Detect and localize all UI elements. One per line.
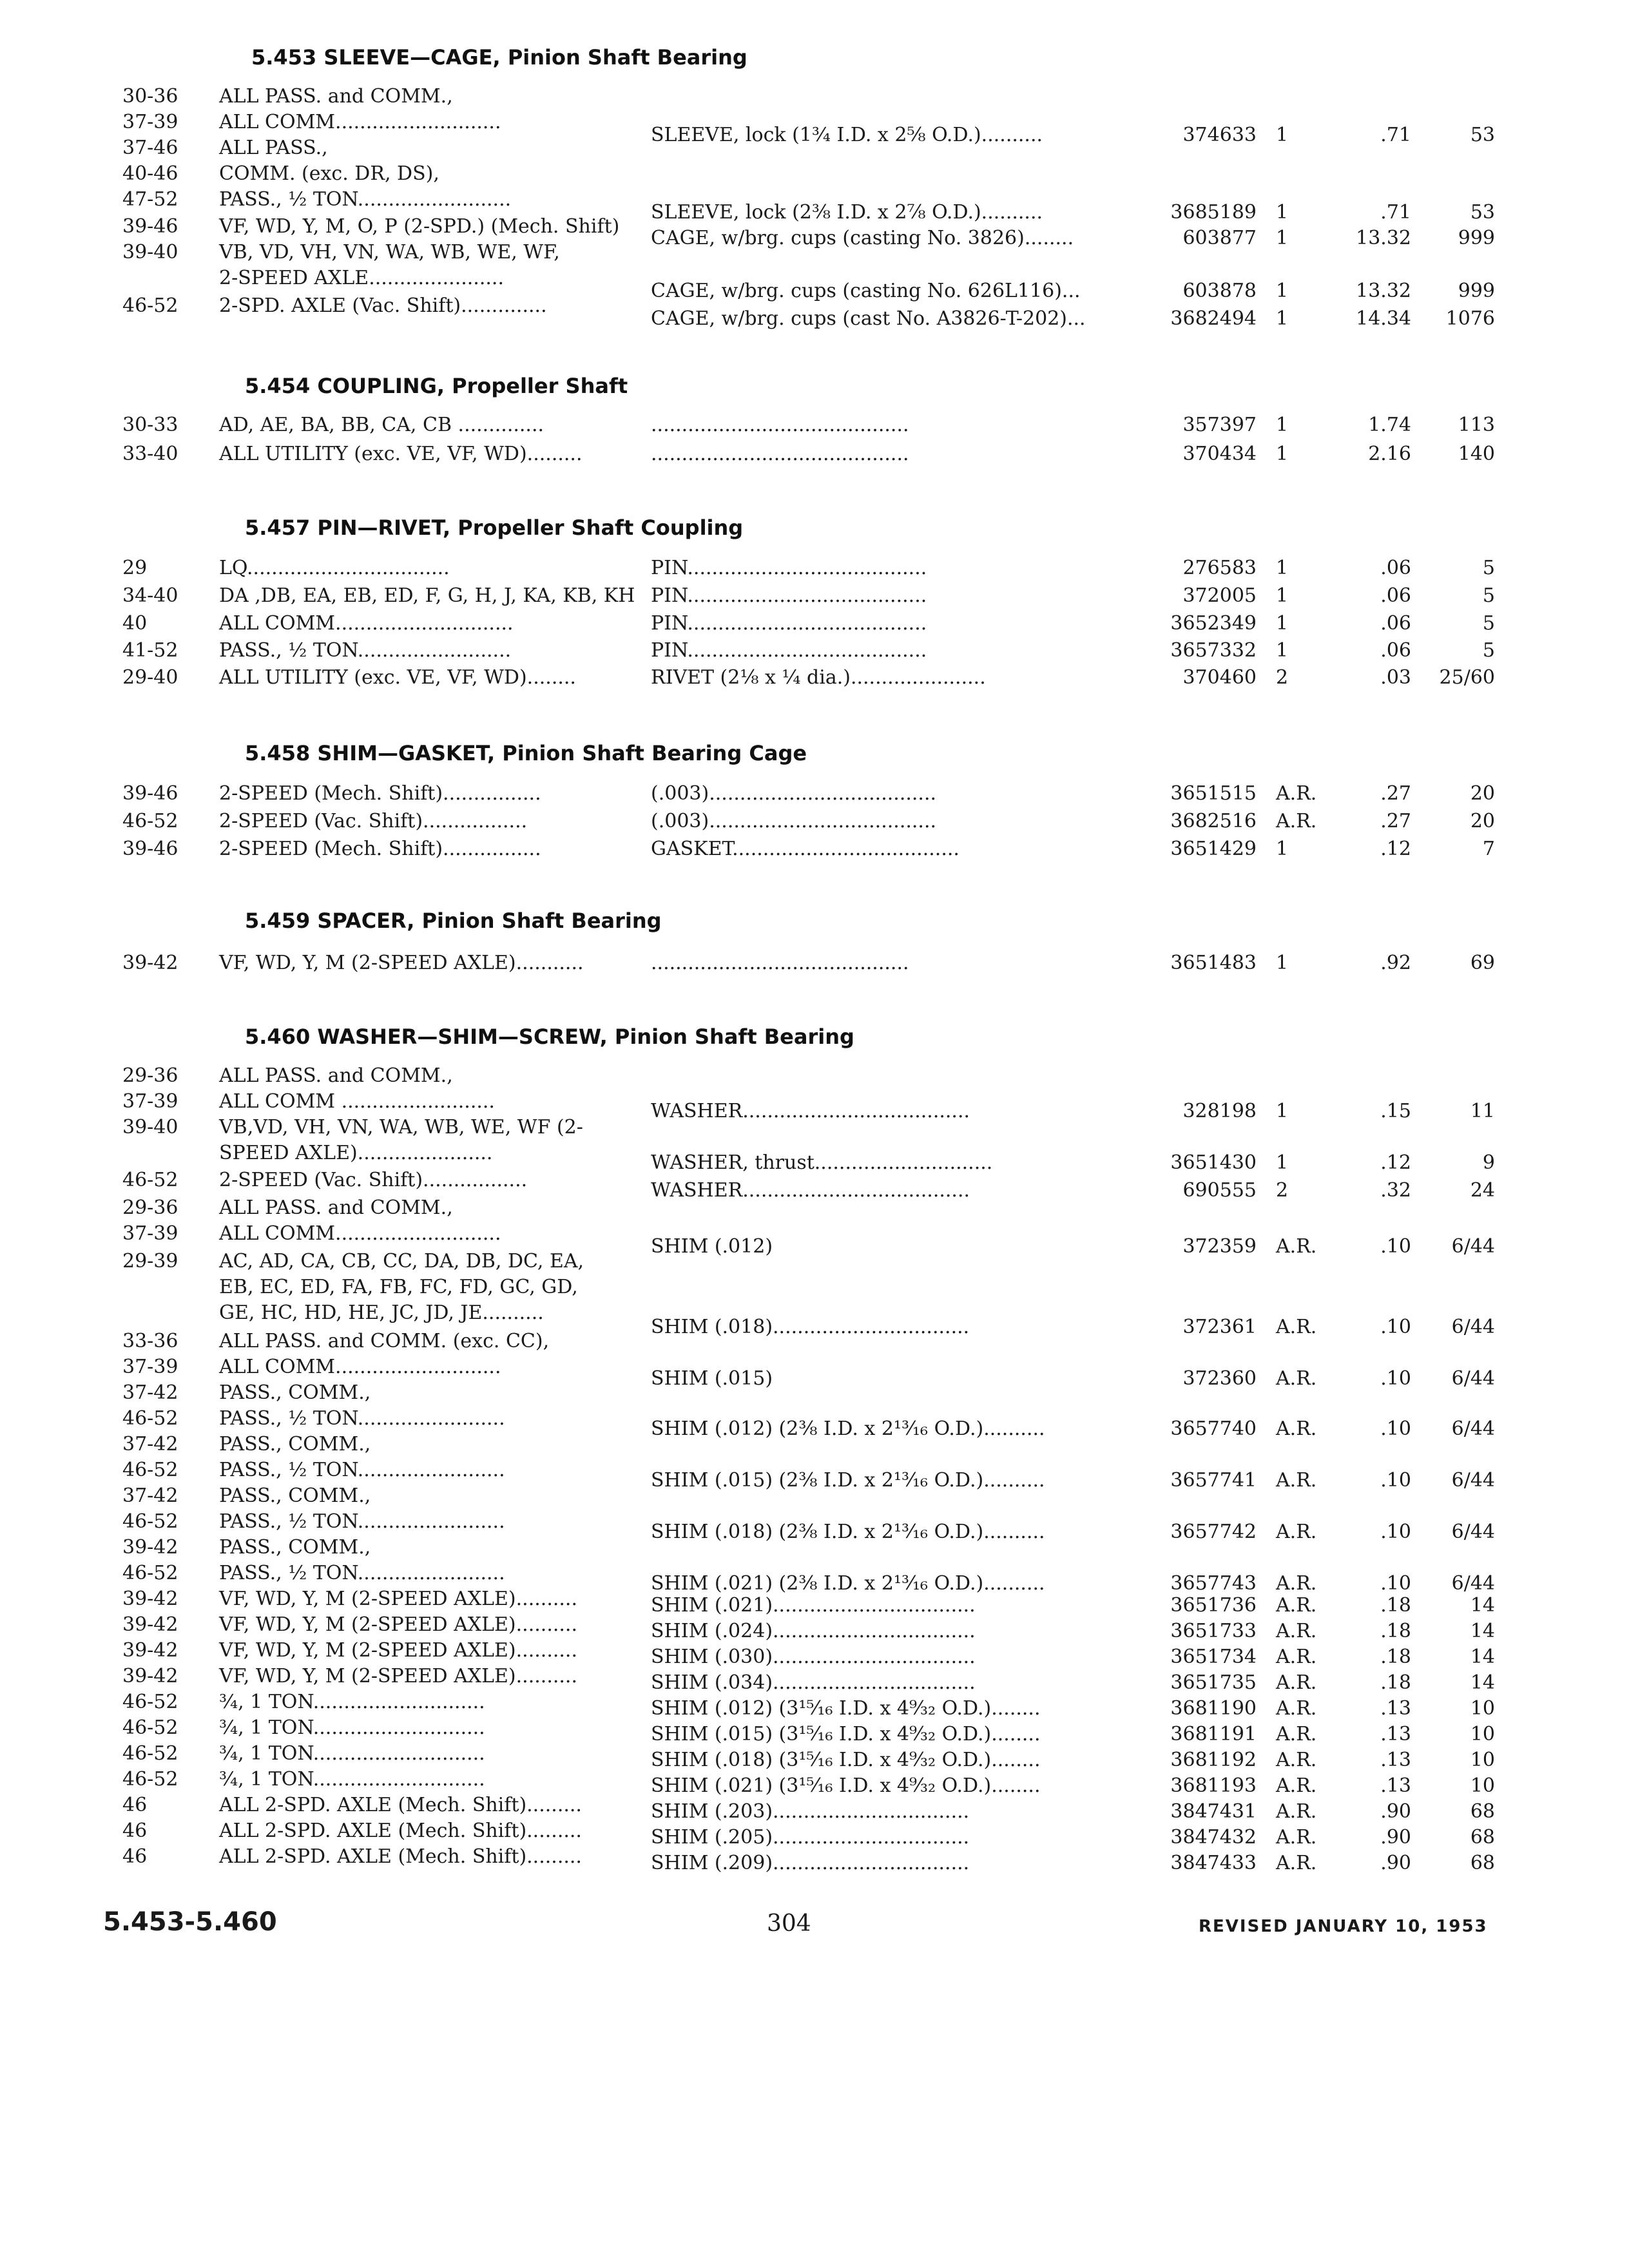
table-row: 46 ALL 2-SPD. AXLE (Mech. Shift)......... SHIM (.203)................................ 3847431 A.R. .90 68 [122, 1794, 1495, 1823]
table-row: 39-40 VB,VD, VH, VN, WA, WB, WE, WF (2- [122, 1116, 583, 1139]
table-row: CAGE, w/brg. cups (cast No. A3826-T-202)... 3682494 1 14.34 1076 [651, 307, 1495, 330]
table-row: SLEEVE, lock (2⅜ I.D. x 2⅞ O.D.).......... 3685189 1 .71 53 [651, 201, 1495, 224]
table-row: 46-52 2-SPD. AXLE (Vac. Shift).............. [122, 294, 547, 317]
table-row: 46 ALL 2-SPD. AXLE (Mech. Shift)......... SHIM (.205)................................ 3847432 A.R. .90 68 [122, 1820, 1495, 1849]
table-row: SHIM (.012) (2⅜ I.D. x 2¹³⁄₁₆ O.D.).......... 3657740 A.R. .10 6/44 [651, 1418, 1495, 1440]
table-row: 29-36 ALL PASS. and COMM., [122, 1196, 453, 1219]
table-row: 46 ALL 2-SPD. AXLE (Mech. Shift)......... SHIM (.209)................................ 3847433 A.R. .90 68 [122, 1845, 1495, 1874]
table-row: 39-42 VF, WD, Y, M (2-SPEED AXLE).......... SHIM (.030)................................. 3651734 A.R. .18 14 [122, 1639, 1495, 1668]
table-row: 33-36 ALL PASS. and COMM. (exc. CC), [122, 1330, 550, 1352]
table-row: SHIM (.012) 372359 A.R. .10 6/44 [651, 1235, 1495, 1258]
table-row: 37-39 ALL COMM........................... [122, 111, 501, 133]
table-row: SHIM (.018)................................ 372361 A.R. .10 6/44 [651, 1316, 1495, 1338]
table-row: CAGE, w/brg. cups (casting No. 626L116)... 603878 1 13.32 999 [651, 280, 1495, 302]
table-row: 46-52 PASS., ½ TON........................ [122, 1510, 505, 1533]
table-row: SHIM (.015) 372360 A.R. .10 6/44 [651, 1367, 1495, 1390]
table-row: 41-52 PASS., ½ TON......................... PIN....................................... 3657332 1 .06 5 [122, 639, 1495, 662]
table-row: 46-52 2-SPEED (Vac. Shift)................. [122, 1169, 528, 1191]
table-row: 39-42 VF, WD, Y, M (2-SPEED AXLE).......... SHIM (.021)................................. 3651736 A.R. .18 14 [122, 1588, 1495, 1617]
section-range: 5.453-5.460 [103, 1907, 277, 1937]
table-row: 37-42 PASS., COMM., [122, 1433, 371, 1456]
table-row: 39-42 PASS., COMM., [122, 1536, 371, 1559]
table-row: 2-SPEED AXLE...................... [219, 267, 504, 289]
table-row: 46-52 ¾, 1 TON............................ SHIM (.018) (3¹⁵⁄₁₆ I.D. x 4⁹⁄₃₂ O.D.)........ 3681192 A.R. .13 10 [122, 1742, 1495, 1771]
table-row: 39-40 VB, VD, VH, VN, WA, WB, WE, WF, [122, 241, 560, 264]
table-row: WASHER..................................... 328198 1 .15 11 [651, 1100, 1495, 1122]
section-title-5-454: 5.454 COUPLING, Propeller Shaft [245, 374, 628, 398]
table-row: 39-42 VF, WD, Y, M (2-SPEED AXLE)........... .......................................... 3651483 1 .92 69 [122, 952, 1495, 974]
table-row: 39-42 VF, WD, Y, M (2-SPEED AXLE).......... SHIM (.024)................................. 3651733 A.R. .18 14 [122, 1613, 1495, 1642]
table-row: SHIM (.021) (2⅜ I.D. x 2¹³⁄₁₆ O.D.).......... 3657743 A.R. .10 6/44 [651, 1572, 1495, 1595]
table-row: 40 ALL COMM............................. PIN....................................... 3652349 1 .06 5 [122, 612, 1495, 635]
table-row: SPEED AXLE)...................... [219, 1142, 493, 1164]
section-title-5-453: 5.453 SLEEVE—CAGE, Pinion Shaft Bearing [251, 45, 747, 70]
table-row: 39-46 2-SPEED (Mech. Shift)................ (.003)..................................... 3651515 A.R. .27 20 [122, 782, 1495, 805]
table-row: WASHER, thrust............................. 3651430 1 .12 9 [651, 1151, 1495, 1174]
table-row: SHIM (.015) (2⅜ I.D. x 2¹³⁄₁₆ O.D.).......... 3657741 A.R. .10 6/44 [651, 1469, 1495, 1492]
table-row: 37-39 ALL COMM........................... [122, 1356, 501, 1378]
table-row: 39-42 VF, WD, Y, M (2-SPEED AXLE).......... SHIM (.034)................................. 3651735 A.R. .18 14 [122, 1665, 1495, 1694]
revision-date: REVISED JANUARY 10, 1953 [1199, 1917, 1488, 1936]
table-row: 37-42 PASS., COMM., [122, 1381, 371, 1404]
table-row: 46-52 ¾, 1 TON............................ SHIM (.012) (3¹⁵⁄₁₆ I.D. x 4⁹⁄₃₂ O.D.)........ 3681190 A.R. .13 10 [122, 1691, 1495, 1720]
table-row: 29-36 ALL PASS. and COMM., [122, 1064, 453, 1087]
section-title-5-459: 5.459 SPACER, Pinion Shaft Bearing [245, 908, 662, 933]
table-row: 39-46 2-SPEED (Mech. Shift)................ GASKET..................................... 3651429 1 .12 7 [122, 838, 1495, 860]
section-title-5-457: 5.457 PIN—RIVET, Propeller Shaft Coupling [245, 515, 744, 540]
table-row: 40-46 COMM. (exc. DR, DS), [122, 162, 439, 185]
table-row: 47-52 PASS., ½ TON......................... [122, 188, 512, 211]
table-row: 34-40 DA ,DB, EA, EB, ED, F, G, H, J, KA, KB, KH PIN....................................... 372005 1 .06 5 [122, 584, 1495, 607]
table-row: 37-42 PASS., COMM., [122, 1485, 371, 1507]
section-title-5-460: 5.460 WASHER—SHIM—SCREW, Pinion Shaft Bearing [245, 1024, 854, 1049]
table-row: EB, EC, ED, FA, FB, FC, FD, GC, GD, [219, 1276, 578, 1298]
page-number: 304 [767, 1910, 811, 1937]
table-row: 33-40 ALL UTILITY (exc. VE, VF, WD)......... .......................................... 370434 1 2.16 140 [122, 443, 1495, 465]
table-row: 46-52 PASS., ½ TON........................ [122, 1562, 505, 1584]
table-row: WASHER..................................... 690555 2 .32 24 [651, 1179, 1495, 1202]
table-row: 29 LQ................................. PIN....................................... 276583 1 .06 5 [122, 557, 1495, 579]
table-row: 46-52 PASS., ½ TON........................ [122, 1459, 505, 1481]
table-row: 30-33 AD, AE, BA, BB, CA, CB .............. .......................................... 357397 1 1.74 113 [122, 414, 1495, 436]
section-title-5-458: 5.458 SHIM—GASKET, Pinion Shaft Bearing Cage [245, 741, 807, 765]
table-row: 46-52 2-SPEED (Vac. Shift)................. (.003)..................................... 3682516 A.R. .27 20 [122, 810, 1495, 832]
table-row: 29-39 AC, AD, CA, CB, CC, DA, DB, DC, EA, [122, 1250, 584, 1273]
table-row: 37-39 ALL COMM ......................... [122, 1090, 495, 1113]
table-row: 46-52 ¾, 1 TON............................ SHIM (.015) (3¹⁵⁄₁₆ I.D. x 4⁹⁄₃₂ O.D.)........ 3681191 A.R. .13 10 [122, 1716, 1495, 1745]
table-row: 37-46 ALL PASS., [122, 137, 328, 159]
table-row: GE, HC, HD, HE, JC, JD, JE.......... [219, 1302, 544, 1324]
table-row: 37-39 ALL COMM........................... [122, 1222, 501, 1245]
table-row: 46-52 PASS., ½ TON........................ [122, 1407, 505, 1430]
table-row: SHIM (.018) (2⅜ I.D. x 2¹³⁄₁₆ O.D.).......... 3657742 A.R. .10 6/44 [651, 1521, 1495, 1543]
table-row: 39-46 VF, WD, Y, M, O, P (2-SPD.) (Mech. Shift) [122, 215, 620, 238]
table-row: 30-36 ALL PASS. and COMM., [122, 85, 453, 108]
table-row: 29-40 ALL UTILITY (exc. VE, VF, WD)........ RIVET (2⅛ x ¼ dia.)...................... 370460 2 .03 25/60 [122, 666, 1495, 689]
table-row: SLEEVE, lock (1¾ I.D. x 2⅝ O.D.).......... 374633 1 .71 53 [651, 124, 1495, 146]
table-row: 46-52 ¾, 1 TON............................ SHIM (.021) (3¹⁵⁄₁₆ I.D. x 4⁹⁄₃₂ O.D.)........ 3681193 A.R. .13 10 [122, 1768, 1495, 1797]
table-row: CAGE, w/brg. cups (casting No. 3826)........ 603877 1 13.32 999 [651, 227, 1495, 249]
